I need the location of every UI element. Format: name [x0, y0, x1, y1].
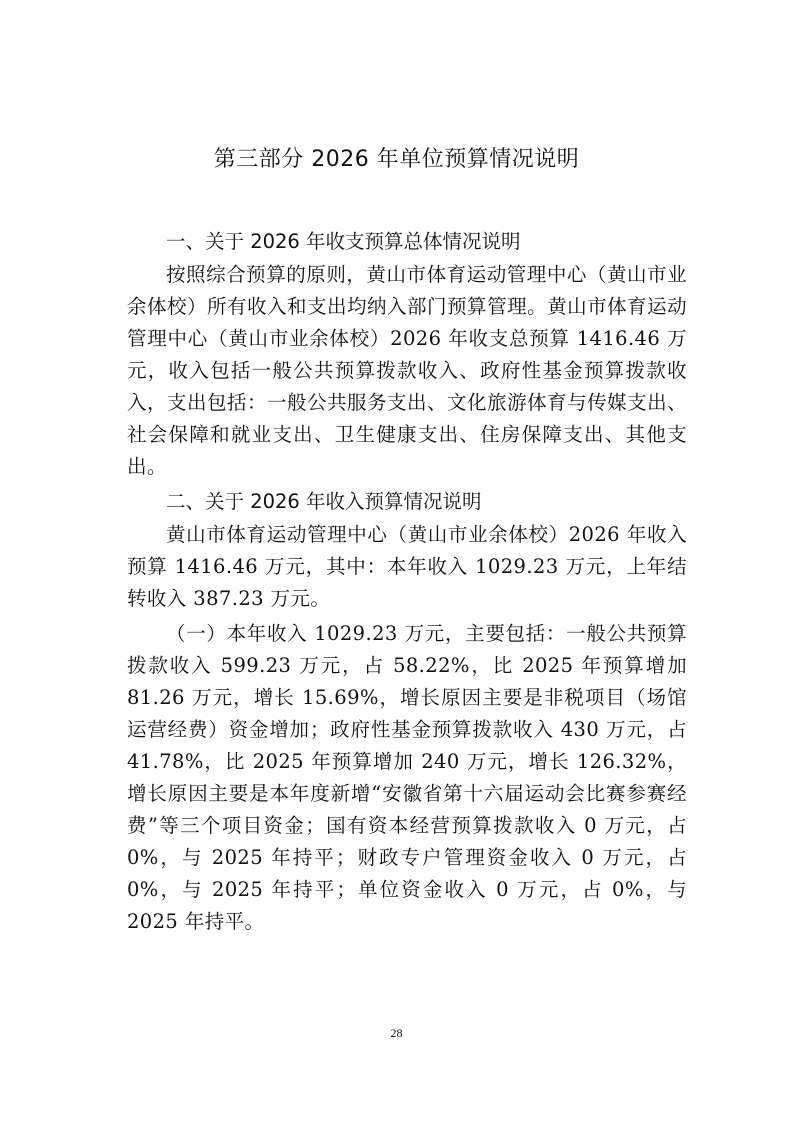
- paragraph-income-summary: 黄山市体育运动管理中心（黄山市业余体校）2026 年收入预算 1416.46 万元，其中：本年收入 1029.23 万元，上年结转收入 387.23 万元。: [127, 523, 687, 610]
- section-heading-overall: 一、关于 2026 年收支预算总体情况说明: [166, 230, 521, 253]
- page-number: 28: [390, 1026, 403, 1040]
- document-body: [127, 226, 687, 938]
- page-title: 第三部分 2026 年单位预算情况说明: [213, 147, 580, 172]
- paragraph-overall: 按照综合预算的原则，黄山市体育运动管理中心（黄山市业余体校）所有收入和支出均纳入部门预算管理。黄山市体育运动管理中心（黄山市业余体校）2026 年收支总预算 1416.46 万元，收入包括一般公共预算拨款收入、政府性基金预算拨款收入，支出包括：一般公共服务支出、文化旅游体育与传媒支出、社会保障和就业支出、卫生健康支出、住房保障支出、其他支出。: [127, 263, 687, 478]
- section-heading-income: 二、关于 2026 年收入预算情况说明: [166, 490, 482, 513]
- paragraph-income-detail: （一）本年收入 1029.23 万元，主要包括：一般公共预算拨款收入 599.23 万元，占 58.22%，比 2025 年预算增加 81.26 万元，增长 15.69%，增长原因主要是非税项目（场馆运营经费）资金增加；政府性基金预算拨款收入 430 万元，占 41.78%，比 2025 年预算增加 240 万元，增长 126.32%，增长原因主要是本年度新增“安徽省第十六届运动会比赛参赛经费”等三个项目资金；国有资本经营预算拨款收入 0 万元，占 0%，与 2025 年持平；财政专户管理资金收入 0 万元，占 0%，与 2025 年持平；单位资金收入 0 万元，占 0%，与 2025 年持平。: [127, 622, 687, 933]
